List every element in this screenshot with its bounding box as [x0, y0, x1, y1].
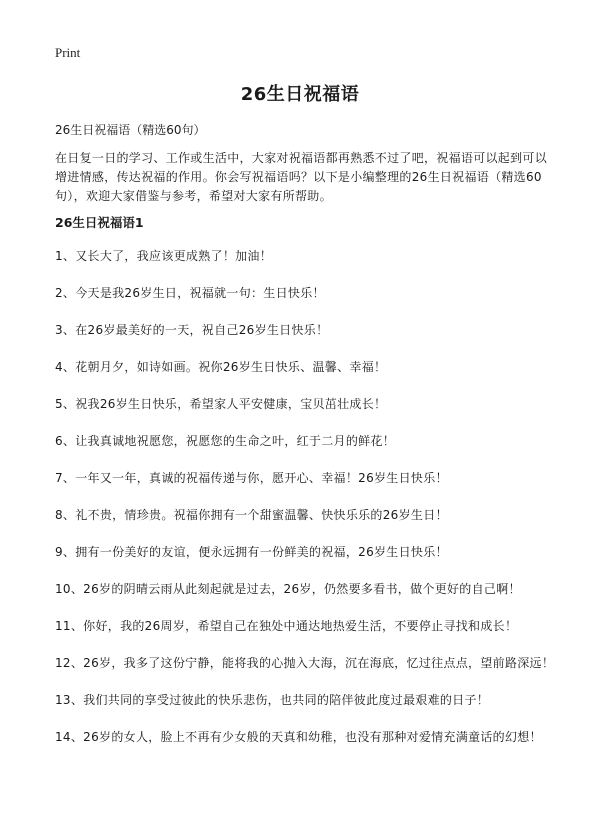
- list-item: 12、26岁，我多了这份宁静，能将我的心抛入大海，沉在海底，忆过往点点，望前路深远！: [55, 656, 555, 670]
- list-item: 7、一年又一年，真诚的祝福传递与你，愿开心、幸福！26岁生日快乐！: [55, 471, 448, 485]
- list-item: 1、又长大了，我应该更成熟了！加油！: [55, 249, 273, 263]
- blessing-list: [55, 247, 560, 765]
- list-item: 10、26岁的阴晴云雨从此刻起就是过去，26岁，仍然要多看书，做个更好的自己啊！: [55, 582, 521, 596]
- list-item: 3、在26岁最美好的一天，祝自己26岁生日快乐！: [55, 323, 329, 337]
- page-title: 26生日祝福语: [240, 84, 360, 105]
- list-item: 13、我们共同的享受过彼此的快乐悲伤，也共同的陪伴彼此度过最艰难的日子！: [55, 693, 490, 707]
- list-item: 8、礼不贵，情珍贵。祝福你拥有一个甜蜜温馨、快快乐乐的26岁生日！: [55, 508, 448, 522]
- list-item: 14、26岁的女人，脸上不再有少女般的天真和幼稚，也没有那种对爱情充满童话的幻想！: [55, 730, 542, 744]
- list-item: 9、拥有一份美好的友谊，便永远拥有一份鲜美的祝福，26岁生日快乐！: [55, 545, 448, 559]
- article-subtitle: 26生日祝福语（精选60句）: [55, 123, 206, 137]
- list-item: 11、你好，我的26周岁，希望自己在独处中通达地热爱生活，不要停止寻找和成长！: [55, 619, 518, 633]
- list-item: 4、花朝月夕，如诗如画。祝你26岁生日快乐、温馨、幸福！: [55, 360, 387, 374]
- list-item: 5、祝我26岁生日快乐，希望家人平安健康，宝贝茁壮成长！: [55, 397, 387, 411]
- intro-paragraph: 在日复一日的学习、工作或生活中，大家对祝福语都再熟悉不过了吧，祝福语可以起到可以增进情感，传达祝福的作用。你会写祝福语吗？以下是小编整理的26生日祝福语（精选60句），欢迎大家借鉴与参考，希望对大家有所帮助。: [55, 151, 548, 203]
- list-item: 6、让我真诚地祝愿您，祝愿您的生命之叶，红于二月的鲜花！: [55, 434, 396, 448]
- section-heading: 26生日祝福语1: [55, 215, 144, 230]
- print-link[interactable]: Print: [55, 45, 81, 60]
- list-item: 2、今天是我26岁生日，祝福就一句：生日快乐！: [55, 286, 325, 300]
